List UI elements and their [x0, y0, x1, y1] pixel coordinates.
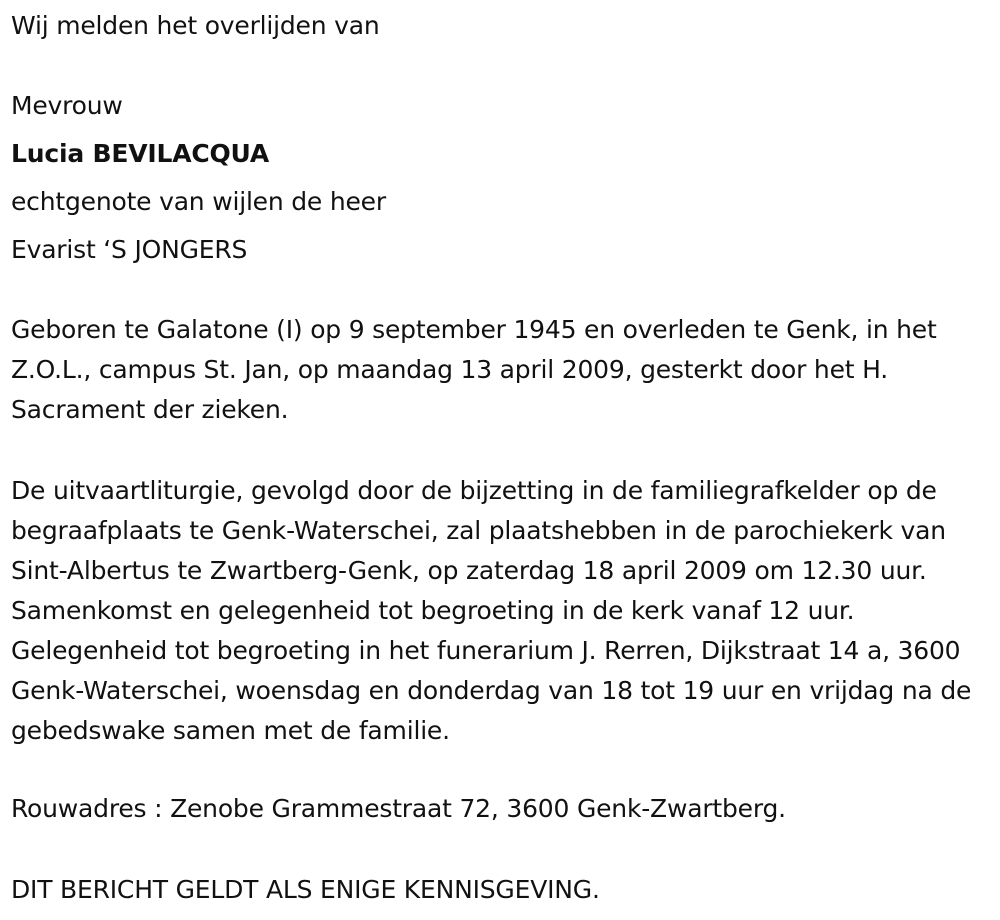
- official-notice: DIT BERICHT GELDT ALS ENIGE KENNISGEVING.: [11, 875, 600, 904]
- intro-text: Wij melden het overlijden van: [11, 11, 380, 40]
- honorific-title: Mevrouw: [11, 91, 123, 120]
- spouse-relation: echtgenote van wijlen de heer: [11, 187, 386, 216]
- mourning-address: Rouwadres : Zenobe Grammestraat 72, 3600 Genk-Zwartberg.: [11, 794, 786, 823]
- birth-death-paragraph: Geboren te Galatone (I) op 9 september 1945 en overleden te Genk, in het Z.O.L., campus St. Jan, op maandag 13 april 2009, gesterkt door het H. Sacrament der zieken.: [11, 315, 937, 424]
- deceased-name: Lucia BEVILACQUA: [11, 139, 270, 168]
- funeral-paragraph: De uitvaartliturgie, gevolgd door de bijzetting in de familiegrafkelder op de begraafplaats te Genk-Waterschei, zal plaatshebben in de parochiekerk van Sint-Albertus te Zwartberg-Genk, op zaterdag 18 april 2009 om 12.30 uur. Samenkomst en gelegenheid tot begroeting in de kerk vanaf 12 uur. Gelegenheid tot begroeting in het funerarium J. Rerren, Dijkstraat 14 a, 3600 Genk-Waterschei, woensdag en donderdag van 18 tot 19 uur en vrijdag na de gebedswake samen met de familie.: [11, 476, 972, 745]
- spouse-name: Evarist ‘S JONGERS: [11, 235, 248, 264]
